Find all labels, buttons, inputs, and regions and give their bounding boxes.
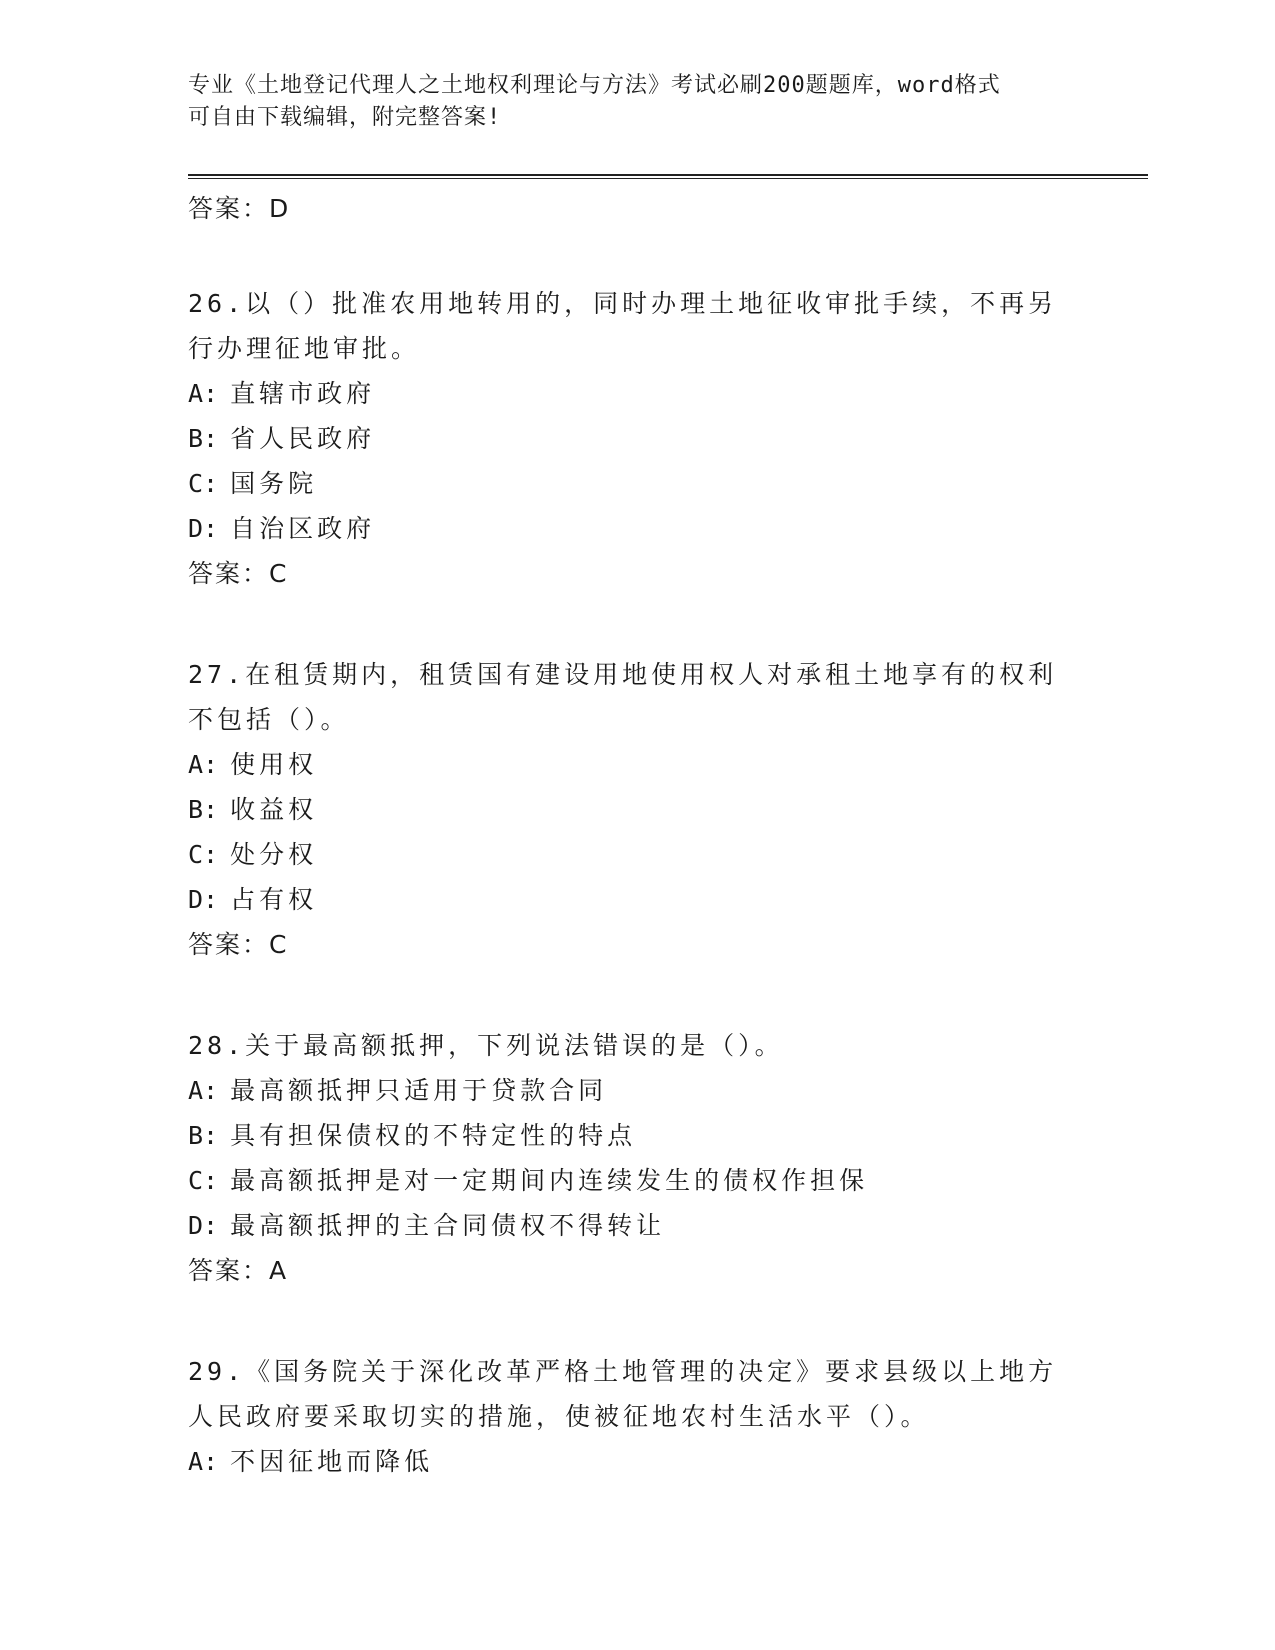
question-text: 《国务院关于深化改革严格土地管理的决定》要求县级以上地方人民政府要采取切实的措施，使被征地农村生活水平（）。: [188, 1357, 1058, 1431]
option-text: 收益权: [230, 795, 318, 824]
option-text: 自治区政府: [230, 514, 376, 543]
answer-value: C: [269, 930, 287, 959]
header-divider: [188, 174, 1148, 179]
option-b: [188, 787, 1148, 832]
option-letter: A:: [188, 750, 219, 779]
question-stem: [188, 652, 1068, 742]
option-letter: C:: [188, 1166, 219, 1195]
option-letter: C:: [188, 469, 219, 498]
question-stem: [188, 1349, 1068, 1439]
option-text: 使用权: [230, 750, 318, 779]
option-text: 不因征地而降低: [230, 1447, 434, 1476]
question-28: [188, 1023, 1148, 1293]
answer-value: A: [269, 1256, 287, 1285]
option-letter: A:: [188, 379, 219, 408]
option-text: 占有权: [230, 885, 318, 914]
question-text: 以（）批准农用地转用的，同时办理土地征收审批手续，不再另行办理征地审批。: [188, 289, 1058, 363]
option-d: [188, 1203, 1148, 1248]
question-29: [188, 1349, 1148, 1484]
option-text: 最高额抵押的主合同债权不得转让: [230, 1211, 666, 1240]
question-text: 关于最高额抵押，下列说法错误的是（）。: [245, 1031, 784, 1060]
answer-value: C: [269, 559, 287, 588]
option-text: 国务院: [230, 469, 318, 498]
option-a: [188, 742, 1148, 787]
question-text: 在租赁期内，租赁国有建设用地使用权人对承租土地享有的权利不包括（）。: [188, 660, 1058, 734]
option-letter: B:: [188, 424, 219, 453]
question-stem: [188, 1023, 1068, 1068]
header-line-2: 可自由下载编辑，附完整答案!: [188, 105, 502, 130]
option-letter: D:: [188, 514, 219, 543]
question-number: 28.: [188, 1031, 246, 1060]
question-answer: [188, 922, 1148, 967]
option-d: [188, 506, 1148, 551]
answer-label: 答案：: [188, 559, 270, 588]
answer-label: 答案：: [188, 194, 270, 223]
question-number: 26.: [188, 289, 246, 318]
option-letter: D:: [188, 1211, 219, 1240]
option-c: [188, 832, 1148, 877]
question-number: 27.: [188, 660, 246, 689]
option-c: [188, 1158, 1148, 1203]
document-page: [188, 70, 1148, 1484]
header-line-1: 专业《土地登记代理人之土地权利理论与方法》考试必刷200题题库，word格式: [188, 73, 1001, 98]
question-number: 29.: [188, 1357, 246, 1386]
option-a: [188, 1068, 1148, 1113]
option-a: [188, 1439, 1148, 1484]
option-b: [188, 1113, 1148, 1158]
option-d: [188, 877, 1148, 922]
option-text: 具有担保债权的不特定性的特点: [230, 1121, 637, 1150]
option-text: 最高额抵押是对一定期间内连续发生的债权作担保: [230, 1166, 869, 1195]
question-answer: [188, 1248, 1148, 1293]
option-letter: A:: [188, 1447, 219, 1476]
option-text: 省人民政府: [230, 424, 376, 453]
answer-label: 答案：: [188, 1256, 270, 1285]
question-27: [188, 652, 1148, 967]
option-b: [188, 416, 1148, 461]
question-26: [188, 281, 1148, 596]
answer-label: 答案：: [188, 930, 270, 959]
question-answer: [188, 551, 1148, 596]
option-text: 最高额抵押只适用于贷款合同: [230, 1076, 608, 1105]
answer-value: D: [269, 194, 289, 223]
document-header: [188, 70, 1148, 179]
option-letter: B:: [188, 1121, 219, 1150]
option-text: 直辖市政府: [230, 379, 376, 408]
option-letter: B:: [188, 795, 219, 824]
option-a: [188, 371, 1148, 416]
option-letter: D:: [188, 885, 219, 914]
question-stem: [188, 281, 1068, 371]
option-c: [188, 461, 1148, 506]
option-letter: A:: [188, 1076, 219, 1105]
previous-answer: [188, 193, 1148, 225]
option-text: 处分权: [230, 840, 318, 869]
option-letter: C:: [188, 840, 219, 869]
header-title: [188, 70, 1068, 134]
